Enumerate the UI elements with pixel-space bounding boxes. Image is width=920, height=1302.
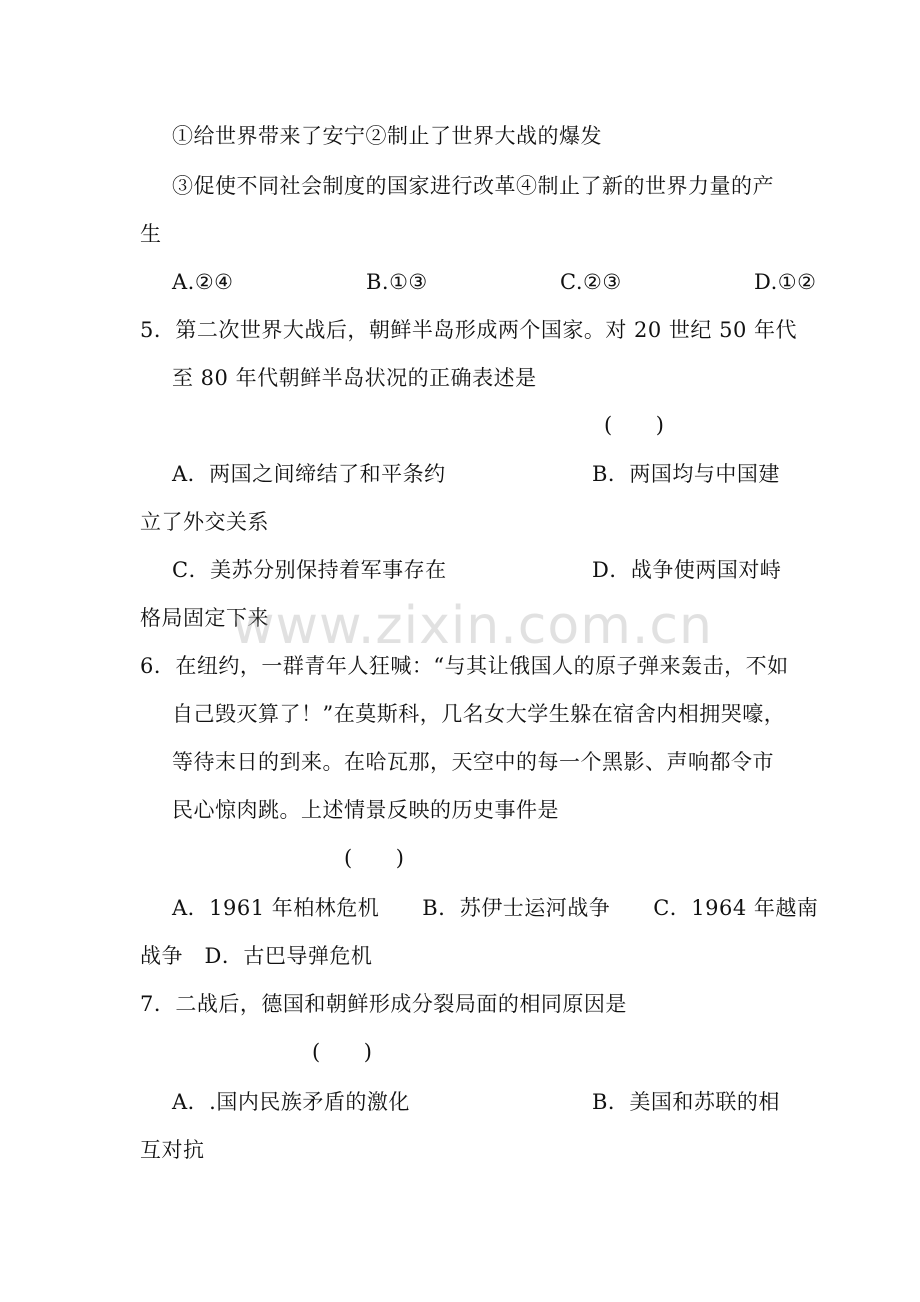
q4-statement-line-1: ①给世界带来了安宁②制止了世界大战的爆发: [172, 124, 602, 148]
q7-answer-bracket: ( ): [312, 1040, 373, 1064]
q6-stem-line-1: 6．在纽约，一群青年人狂喊：“与其让俄国人的原子弹来轰击，不如: [140, 654, 789, 678]
q4-option-a: A.②④: [172, 270, 234, 294]
q4-statement-line-2: ③促使不同社会制度的国家进行改革④制止了新的世界力量的产: [172, 174, 774, 198]
q5-option-b-continued: 立了外交关系: [140, 510, 269, 534]
q7-option-a: A．.国内民族矛盾的激化: [172, 1090, 410, 1114]
q5-option-d: D．战争使两国对峙: [592, 558, 782, 582]
q5-stem-line-1: 5．第二次世界大战后，朝鲜半岛形成两个国家。对 20 世纪 50 年代: [140, 318, 798, 342]
q6-options-line: A．1961 年柏林危机 B．苏伊士运河战争 C．1964 年越南: [172, 896, 819, 920]
q6-answer-bracket: ( ): [344, 846, 405, 870]
q6-stem-line-4: 民心惊肉跳。上述情景反映的历史事件是: [172, 798, 559, 822]
q5-answer-bracket: ( ): [604, 413, 665, 437]
q5-option-d-continued: 格局固定下来: [140, 606, 269, 630]
q4-option-b: B.①③: [366, 270, 428, 294]
q4-statement-line-3: 生: [140, 222, 162, 246]
q5-option-a: A．两国之间缔结了和平条约: [172, 462, 446, 486]
q6-stem-line-3: 等待末日的到来。在哈瓦那，天空中的每一个黑影、声响都令市: [172, 750, 774, 774]
q5-option-c: C．美苏分别保持着军事存在: [172, 558, 447, 582]
watermark-text: www.zixin.com.cn: [232, 596, 713, 656]
q5-stem-line-2: 至 80 年代朝鲜半岛状况的正确表述是: [172, 366, 537, 390]
q4-option-c: C.②③: [560, 270, 622, 294]
q4-option-d: D.①②: [754, 270, 817, 294]
q6-stem-line-2: 自己毁灭算了！”在莫斯科，几名女大学生躲在宿舍内相拥哭嚎，: [172, 702, 786, 726]
q7-stem-line-1: 7．二战后，德国和朝鲜形成分裂局面的相同原因是: [140, 992, 627, 1016]
q6-options-continued: 战争 D．古巴导弹危机: [140, 944, 373, 968]
q7-option-b-continued: 互对抗: [140, 1138, 205, 1162]
q5-option-b: B．两国均与中国建: [592, 462, 780, 486]
q7-option-b: B．美国和苏联的相: [592, 1090, 780, 1114]
